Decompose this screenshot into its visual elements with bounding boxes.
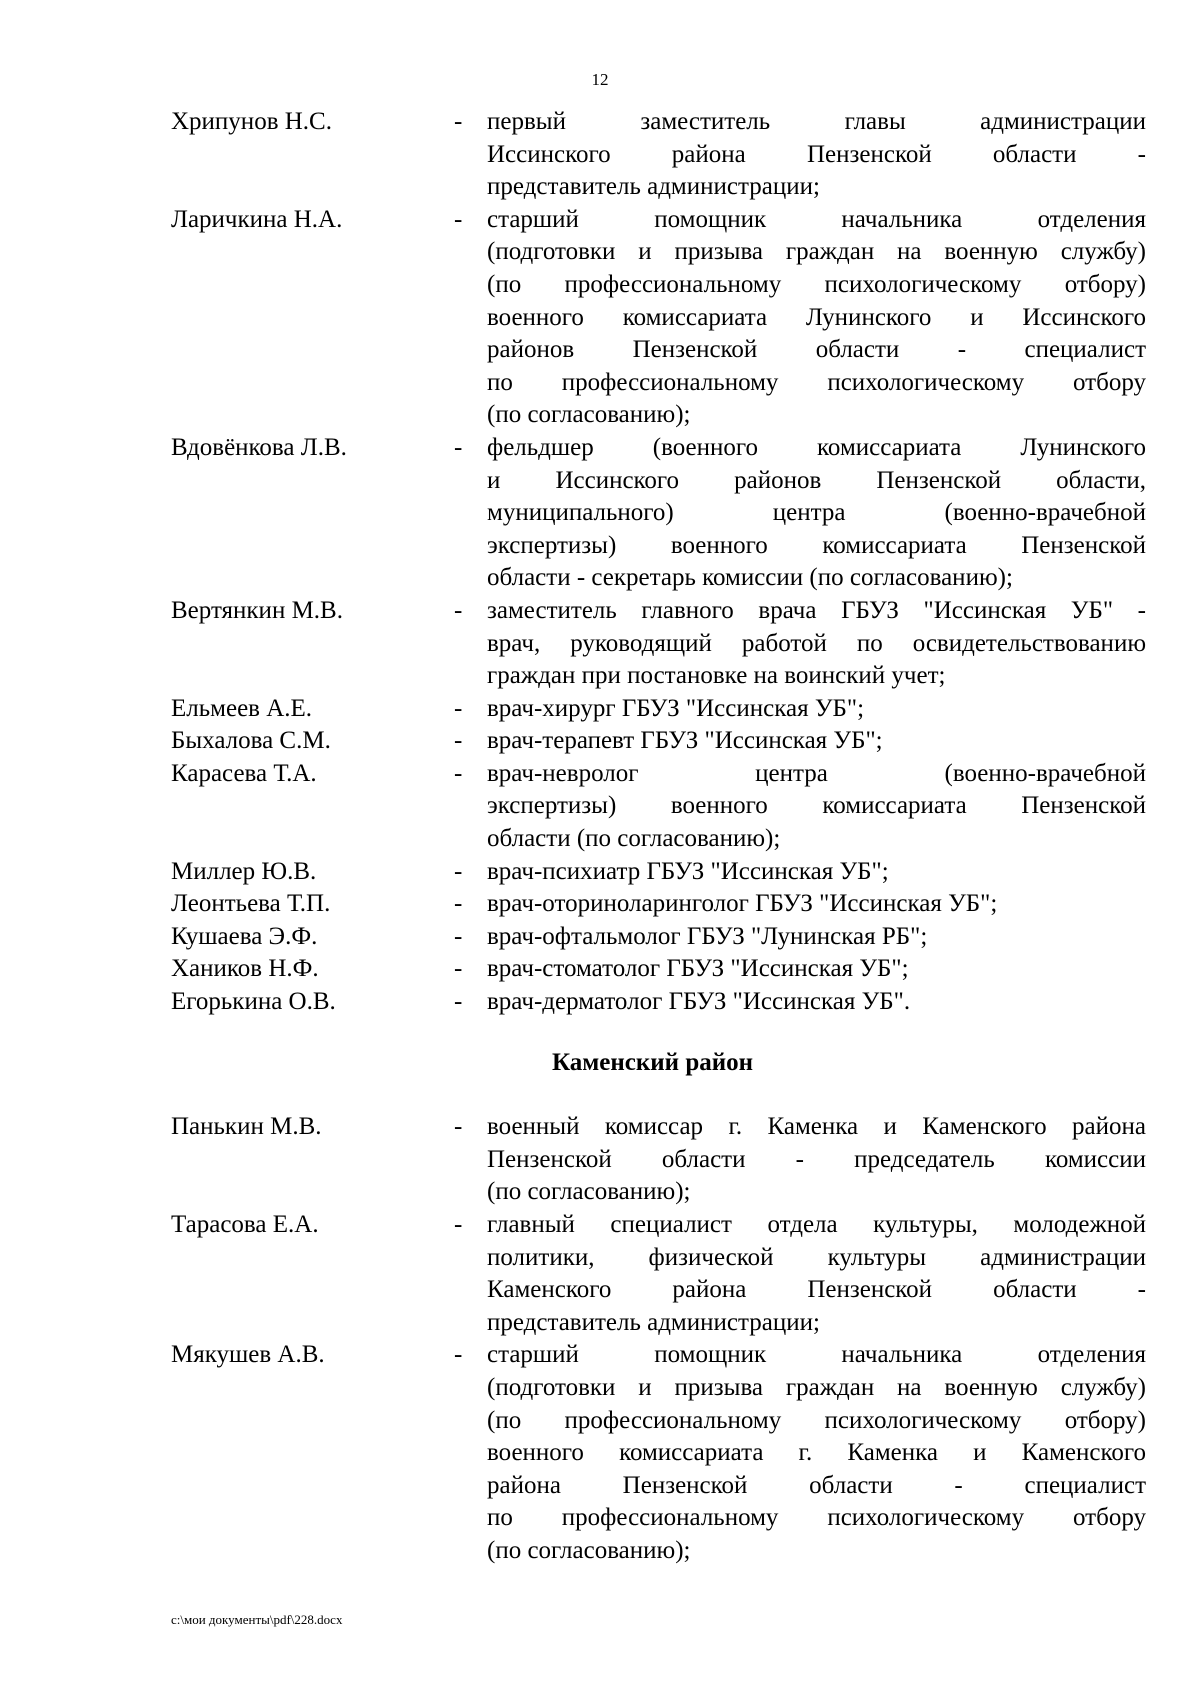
role-line: (по согласованию); [487, 1178, 691, 1206]
member-role [487, 204, 1146, 432]
role-line: представитель администрации; [487, 1308, 820, 1336]
role-line: военного комиссариата г. Каменка и Каменского [487, 1439, 1146, 1467]
member-name: Кушаева Э.Ф. [171, 922, 318, 950]
member-row [171, 693, 1146, 726]
member-row [171, 986, 1146, 1019]
dash-separator: - [454, 108, 463, 135]
dash-separator: - [454, 955, 463, 983]
section-title-text: Каменский район [551, 1048, 754, 1076]
member-role [487, 1209, 1146, 1339]
role-line: (по профессиональному психологическому отбору) [487, 1406, 1146, 1434]
role-line: экспертизы) военного комиссариата Пензенской [487, 531, 1146, 559]
role-line: (по профессиональному психологическому отбору) [487, 270, 1146, 298]
member-name: Вдовёнкова Л.В. [171, 433, 347, 461]
role-line: врач-стоматолог ГБУЗ "Иссинская УБ"; [487, 955, 909, 983]
role-line: фельдшер (военного комиссариата Лунинского [487, 433, 1146, 461]
role-line: (по согласованию); [487, 1536, 691, 1564]
role-line: по профессиональному психологическому отбору [487, 368, 1146, 396]
role-line: военного комиссариата Лунинского и Иссинского [487, 303, 1146, 331]
dash-separator: - [454, 1211, 463, 1238]
role-line: представитель администрации; [487, 173, 820, 201]
dash-separator: - [454, 433, 463, 461]
member-row [171, 888, 1146, 921]
member-row [171, 1339, 1146, 1567]
member-row [171, 921, 1146, 954]
dash-separator: - [454, 596, 463, 624]
member-role [487, 1339, 1146, 1567]
role-line: старший помощник начальника отделения [487, 1341, 1146, 1369]
member-name: Хаников Н.Ф. [171, 955, 319, 983]
role-line: врач-хирург ГБУЗ "Иссинская УБ"; [487, 694, 865, 722]
dash-separator: - [454, 205, 463, 233]
member-row [171, 856, 1146, 889]
section-title [0, 1019, 1146, 1112]
member-row [171, 725, 1146, 758]
role-line: врач-офтальмолог ГБУЗ "Лунинская РБ"; [487, 922, 928, 950]
kamenka-district-members [171, 1111, 1146, 1567]
member-name: Тарасова Е.А. [171, 1211, 319, 1238]
role-line: района Пензенской области - специалист [487, 1471, 1146, 1499]
role-line: (по согласованию); [487, 401, 691, 429]
role-line: области - секретарь комиссии (по согласованию); [487, 564, 1013, 592]
member-row [171, 1209, 1146, 1339]
member-role [487, 725, 1146, 758]
dash-separator: - [454, 988, 463, 1016]
role-line: врач-терапевт ГБУЗ "Иссинская УБ"; [487, 727, 883, 755]
member-row [171, 595, 1146, 693]
member-role [487, 986, 1146, 1019]
role-line: (подготовки и призыва граждан на военную службу) [487, 1373, 1146, 1401]
member-row [171, 1111, 1146, 1209]
member-role [487, 921, 1146, 954]
dash-separator: - [454, 1113, 463, 1141]
role-line: старший помощник начальника отделения [487, 205, 1146, 233]
role-line: военный комиссар г. Каменка и Каменского района [487, 1113, 1146, 1141]
dash-separator: - [454, 857, 463, 885]
role-line: заместитель главного врача ГБУЗ "Иссинская УБ" - [487, 596, 1146, 624]
role-line: области (по согласованию); [487, 825, 781, 853]
role-line: Пензенской области - председатель комиссии [487, 1145, 1146, 1173]
role-line: врач-психиатр ГБУЗ "Иссинская УБ"; [487, 857, 889, 885]
member-role [487, 595, 1146, 693]
dash-separator: - [454, 759, 463, 787]
role-line: и Иссинского районов Пензенской области, [487, 466, 1146, 494]
role-line: врач, руководящий работой по освидетельствованию [487, 629, 1146, 657]
dash-separator: - [454, 1341, 463, 1369]
member-role [487, 432, 1146, 595]
member-row [171, 758, 1146, 856]
role-line: первый заместитель главы администрации [487, 108, 1146, 135]
member-name: Ларичкина Н.А. [171, 205, 343, 233]
member-role [487, 758, 1146, 856]
role-line: врач-невролог центра (военно-врачебной [487, 759, 1146, 787]
member-role [487, 888, 1146, 921]
role-line: по профессиональному психологическому отбору [487, 1504, 1146, 1532]
role-line: муниципального) центра (военно-врачебной [487, 499, 1146, 527]
member-name: Ельмеев А.Е. [171, 694, 313, 722]
member-row [171, 432, 1146, 595]
member-name: Хрипунов Н.С. [171, 108, 332, 135]
member-row [171, 953, 1146, 986]
dash-separator: - [454, 890, 463, 918]
member-row [171, 106, 1146, 204]
member-role [487, 953, 1146, 986]
role-line: (подготовки и призыва граждан на военную службу) [487, 238, 1146, 266]
role-line: политики, физической культуры администрации [487, 1243, 1146, 1271]
dash-separator: - [454, 727, 463, 755]
member-name: Егорькина О.В. [171, 988, 336, 1016]
member-name: Карасева Т.А. [171, 759, 317, 787]
role-line: районов Пензенской области - специалист [487, 336, 1146, 364]
document-path: c:\мои документы\pdf\228.docx [171, 1612, 343, 1627]
role-line: экспертизы) военного комиссариата Пензенской [487, 792, 1146, 820]
issa-district-members [171, 106, 1146, 1019]
member-name: Мякушев А.В. [171, 1341, 325, 1369]
commission-list [171, 106, 1146, 1568]
role-line: главный специалист отдела культуры, молодежной [487, 1211, 1146, 1238]
member-role [487, 693, 1146, 726]
member-name: Панькин М.В. [171, 1113, 322, 1141]
role-line: врач-оториноларинголог ГБУЗ "Иссинская УБ"; [487, 890, 998, 918]
member-name: Леонтьева Т.П. [171, 890, 331, 918]
role-line: граждан при постановке на воинский учет; [487, 662, 946, 690]
role-line: Иссинского района Пензенской области - [487, 140, 1146, 168]
member-role [487, 856, 1146, 889]
member-name: Миллер Ю.В. [171, 857, 317, 885]
role-line: Каменского района Пензенской области - [487, 1276, 1146, 1304]
member-role [487, 106, 1146, 204]
member-name: Вертянкин М.В. [171, 596, 343, 624]
dash-separator: - [454, 922, 463, 950]
dash-separator: - [454, 694, 463, 722]
page-number: 12 [591, 70, 609, 89]
member-name: Быхалова С.М. [171, 727, 331, 755]
member-role [487, 1111, 1146, 1209]
role-line: врач-дерматолог ГБУЗ "Иссинская УБ". [487, 988, 911, 1016]
member-row [171, 204, 1146, 432]
